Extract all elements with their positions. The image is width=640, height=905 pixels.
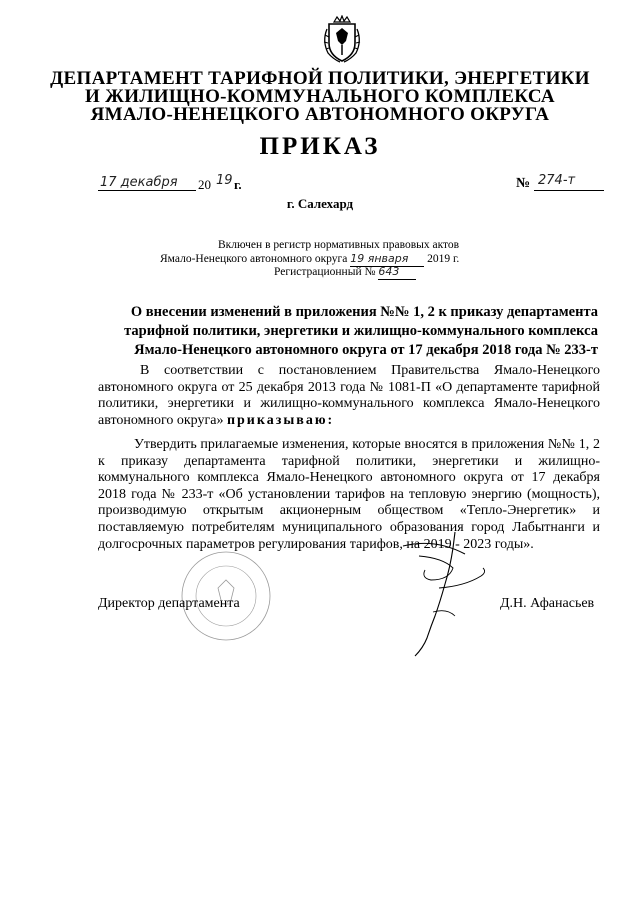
registry-line2-suffix: 2019 г. [427, 253, 460, 265]
preamble-paragraph [98, 363, 600, 429]
subject-line2: тарифной политики, энергетики и жилищно-коммунального комплекса [124, 323, 598, 339]
subject-line3: Ямало-Ненецкого автономного округа от 17 декабря 2018 года № 233-т [134, 342, 598, 358]
department-name-line2: И ЖИЛИЩНО-КОММУНАЛЬНОГО КОМПЛЕКСА [85, 86, 555, 107]
registry-number-label: Регистрационный № [274, 266, 376, 278]
number-handwritten: 274-т [538, 173, 576, 188]
subject-line1: О внесении изменений в приложения №№ 1, 2 к приказу департамента [130, 304, 598, 320]
command-word: приказываю: [226, 412, 335, 428]
order-paragraph: Утвердить прилагаемые изменения, которые вносятся в приложения №№ 1, 2 к приказу департамента тарифной политики, энергетики и жилищно-коммунального комплекса Ямало-Ненецкого автономного округа от 17 декабря 2018 года № 233-т «Об установлении тарифов на тепловую энергию (мощность), производимую открытым акционерным обществом «Тепло-Энергетик» и поставляемую потребителям муниципального образования город Лабытнанги и долгосрочных параметров регулирования тарифов, на 2019 - 2023 годы». [98, 437, 600, 552]
date-line [98, 175, 258, 195]
registry-date-handwritten: 19 января [350, 252, 424, 267]
city: г. Салехард [286, 196, 354, 211]
number-label: № [516, 176, 531, 191]
date-handwritten: 17 декабря [100, 175, 178, 190]
number-underline [534, 190, 604, 191]
year-handwritten: 19 [216, 173, 233, 188]
handwritten-signature [395, 528, 515, 668]
signatory-name: Д.Н. Афанасьев [500, 596, 595, 611]
department-name-line1: ДЕПАРТАМЕНТ ТАРИФНОЙ ПОЛИТИКИ, ЭНЕРГЕТИКИ [50, 68, 590, 89]
preamble-text: В соответствии с постановлением Правительства Ямало-Ненецкого автономного округа от 25 декабря 2013 года № 1081-П «О департаменте тарифной политики, энергетики и жилищно-коммунального комплекса Ямало-Ненецкого автономного округа» [98, 363, 600, 428]
coat-of-arms-emblem [320, 15, 364, 65]
department-name-line3: ЯМАЛО-НЕНЕЦКОГО АВТОНОМНОГО ОКРУГА [90, 104, 550, 125]
year-suffix: г. [234, 177, 242, 192]
order-number [516, 175, 606, 195]
year-prefix: 20 [198, 177, 211, 192]
registry-line2-prefix: Ямало-Ненецкого автономного округа [160, 253, 348, 265]
date-underline [98, 190, 196, 191]
registry-number-handwritten: 643 [378, 265, 416, 280]
registry-line1: Включен в регистр нормативных правовых актов [218, 239, 460, 251]
signatory-position: Директор департамента [98, 596, 240, 611]
document-type-title: ПРИКАЗ [259, 133, 381, 160]
registry-line3 [274, 265, 416, 280]
